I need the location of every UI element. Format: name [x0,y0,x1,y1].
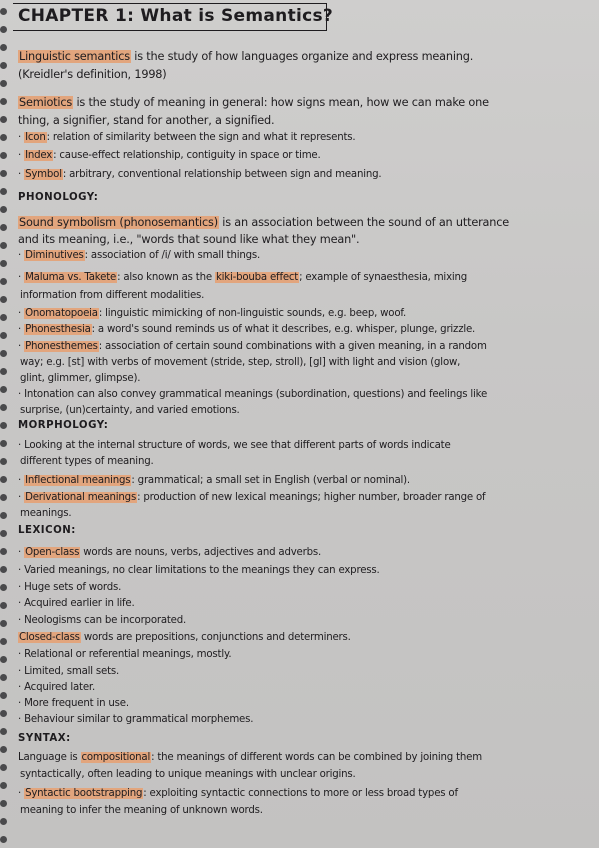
note-text: and its meaning, i.e., "words that sound like what they mean". [18,233,360,246]
binder-hole [0,296,7,303]
highlighted-term: Onomatopoeia [25,308,98,319]
note-line [18,752,482,764]
note-text: meaning to infer the meaning of unknown words. [20,805,263,816]
note-text: · [18,547,25,558]
note-line [18,788,458,800]
note-line [18,132,355,144]
note-text: : arbitrary, conventional relationship between sign and meaning. [62,169,382,180]
note-line [18,68,167,82]
note-text: way; e.g. [st] with verbs of movement (stride, step, stroll), [gl] with light and vision (glow, [20,357,461,368]
note-text: thing, a signifier, stand for another, a signified. [18,114,275,127]
note-line [18,341,487,353]
highlighted-term: Derivational meanings [25,492,137,503]
note-line [18,324,475,336]
binder-hole [0,134,7,141]
highlighted-term: Closed-class [19,632,80,643]
note-text: words are nouns, verbs, adjectives and adverbs. [80,547,322,558]
binder-hole [0,80,7,87]
note-text: · [18,788,25,799]
binder-hole [0,188,7,195]
note-line [18,698,129,710]
binder-hole [0,224,7,231]
note-text: · Neologisms can be incorporated. [18,615,187,626]
binder-hole [0,26,7,33]
note-text: · [18,475,25,486]
note-line [20,508,71,520]
note-text: · [18,132,25,143]
note-text: · Intonation can also convey grammatical meanings (subordination, questions) and feelings like [18,389,488,400]
note-line [20,290,204,302]
binder-hole [0,368,7,375]
binder-hole [0,656,7,663]
note-text: : association of /i/ with small things. [84,250,261,261]
binder-hole [0,692,7,699]
highlighted-term: Phonesthesia [25,324,91,335]
binder-hole [0,332,7,339]
binder-hole [0,62,7,69]
highlighted-term: Syntactic bootstrapping [25,788,143,799]
binder-hole [0,206,7,213]
note-line [18,632,351,644]
highlighted-term: Index [25,150,53,161]
note-line [20,456,154,468]
note-line [18,169,381,181]
note-text: : a word's sound reminds us of what it describes, e.g. whisper, plunge, grizzle. [91,324,476,335]
note-text: · Huge sets of words. [18,582,122,593]
binder-hole [0,350,7,357]
note-text: : grammatical; a small set in English (verbal or nominal). [131,475,410,486]
note-line [18,682,95,694]
note-line [20,357,460,369]
note-text: · Limited, small sets. [18,666,120,677]
binder-hole [0,746,7,753]
highlighted-term: Icon [25,132,46,143]
highlighted-term: Diminutives [25,250,84,261]
highlighted-term: Open-class [25,547,80,558]
note-text: is an association between the sound of an utterance [218,216,509,229]
note-text: : exploiting syntactic connections to more or less broad types of [143,788,458,799]
note-text: different types of meaning. [20,456,154,467]
note-line [18,114,274,128]
note-text: MORPHOLOGY: [18,420,109,431]
note-line [18,440,451,452]
note-text: : cause-effect relationship, contiguity in space or time. [53,150,321,161]
binder-hole [0,512,7,519]
note-text: · Acquired earlier in life. [18,598,135,609]
binder-hole [0,242,7,249]
note-text: PHONOLOGY: [18,192,99,203]
binder-hole [0,386,7,393]
highlighted-term: compositional [81,752,151,763]
note-line [18,475,410,487]
note-text: : production of new lexical meanings; higher number, broader range of [137,492,486,503]
highlighted-term: Symbol [25,169,62,180]
binder-hole [0,728,7,735]
note-line [18,714,253,726]
highlighted-term: Semiotics [19,96,73,109]
binder-hole [0,8,7,15]
binder-holes [0,0,12,848]
page-title: CHAPTER 1: What is Semantics? [18,6,334,26]
binder-hole [0,638,7,645]
section-heading [18,192,98,204]
section-heading [18,525,76,537]
note-text: information from different modalities. [20,290,205,301]
note-line [18,492,485,504]
binder-hole [0,602,7,609]
binder-hole [0,818,7,825]
note-line [18,582,121,594]
note-line [18,598,135,610]
note-text: : also known as the [117,272,215,283]
note-line [18,547,321,559]
binder-hole [0,494,7,501]
note-text: · [18,169,25,180]
note-text: : linguistic mimicking of non-linguistic sounds, e.g. beep, woof. [98,308,407,319]
note-text: · Looking at the internal structure of words, we see that different parts of words indicate [18,440,451,451]
note-text: · Behaviour similar to grammatical morphemes. [18,714,254,725]
binder-hole [0,620,7,627]
note-line [18,565,380,577]
note-text: Language is [18,752,81,763]
note-line [18,666,119,678]
note-text: : the meanings of different words can be combined by joining them [151,752,482,763]
binder-hole [0,548,7,555]
note-text: (Kreidler's definition, 1998) [18,68,167,81]
binder-hole [0,278,7,285]
binder-hole [0,170,7,177]
note-line [20,805,263,817]
note-text: : relation of similarity between the sign and what it represents. [46,132,356,143]
note-line [18,250,260,262]
note-line [18,50,473,64]
note-line [18,308,406,320]
highlighted-term: kiki-bouba effect [215,272,299,283]
binder-hole [0,764,7,771]
binder-hole [0,116,7,123]
note-text: surprise, (un)certainty, and varied emotions. [20,405,240,416]
note-line [18,649,231,661]
binder-hole [0,530,7,537]
binder-hole [0,584,7,591]
note-text: meanings. [20,508,72,519]
note-text: is the study of how languages organize and express meaning. [130,50,474,63]
note-line [20,405,240,417]
note-text: SYNTAX: [18,733,71,744]
note-text: · [18,492,25,503]
note-text: · [18,308,25,319]
note-text: syntactically, often leading to unique meanings with unclear origins. [20,769,356,780]
note-text: · Varied meanings, no clear limitations to the meanings they can express. [18,565,380,576]
note-text: words are prepositions, conjunctions and determiners. [80,632,351,643]
note-line [18,389,487,401]
binder-hole [0,98,7,105]
highlighted-term: Inflectional meanings [25,475,131,486]
highlighted-term: Linguistic semantics [19,50,130,63]
binder-hole [0,458,7,465]
binder-hole [0,260,7,267]
note-text: : association of certain sound combinations with a given meaning, in a random [98,341,487,352]
highlighted-term: Phonesthemes [25,341,98,352]
note-line [18,272,467,284]
note-text: · [18,150,25,161]
section-heading [18,733,71,745]
note-text: is the study of meaning in general: how signs mean, how we can make one [73,96,489,109]
binder-hole [0,800,7,807]
note-text: · [18,324,25,335]
note-line [18,96,489,110]
note-text: glint, glimmer, glimpse). [20,373,141,384]
section-heading [18,420,108,432]
note-line [18,233,359,247]
note-text: ; example of synaesthesia, mixing [299,272,468,283]
note-text: · [18,250,25,261]
note-line [18,216,509,230]
highlighted-term: Sound symbolism (phonosemantics) [19,216,218,229]
binder-hole [0,44,7,51]
binder-hole [0,440,7,447]
binder-hole [0,782,7,789]
binder-hole [0,404,7,411]
binder-hole [0,836,7,843]
note-text: · Acquired later. [18,682,95,693]
binder-hole [0,566,7,573]
binder-hole [0,314,7,321]
note-text: LEXICON: [18,525,76,536]
binder-hole [0,476,7,483]
binder-hole [0,152,7,159]
note-text: · Relational or referential meanings, mostly. [18,649,232,660]
binder-hole [0,710,7,717]
note-line [18,150,321,162]
highlighted-term: Maluma vs. Takete [25,272,117,283]
note-line [20,373,140,385]
note-text: · More frequent in use. [18,698,129,709]
binder-hole [0,674,7,681]
binder-hole [0,422,7,429]
note-text: · [18,272,25,283]
note-text: · [18,341,25,352]
note-line [20,769,356,781]
note-line [18,615,186,627]
